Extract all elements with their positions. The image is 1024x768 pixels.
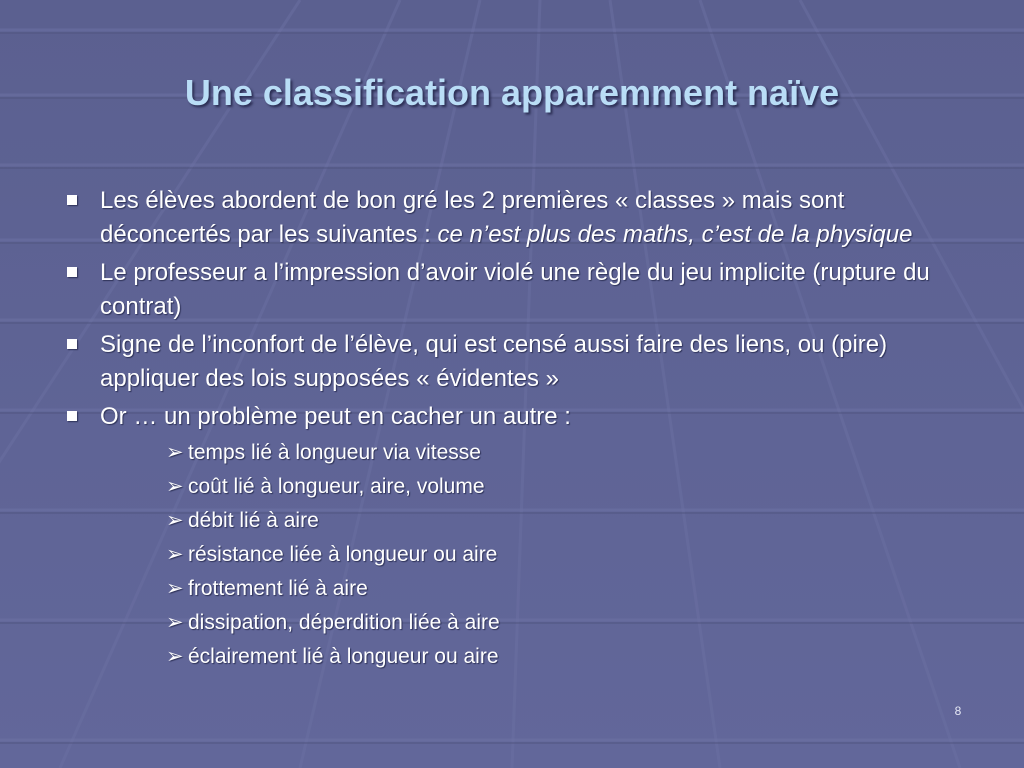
bullet-text: Les élèves abordent de bon gré les 2 premières « classes » mais sont déconcertés par les suivantes : — [100, 187, 845, 248]
arrowhead-bullet-icon: ➢ — [166, 577, 184, 600]
bullet-text: Or … un problème peut en cacher un autre : — [100, 403, 571, 430]
bullet-item — [64, 256, 974, 324]
arrowhead-bullet-icon: ➢ — [166, 441, 184, 464]
sub-item-text: résistance liée à longueur ou aire — [188, 543, 498, 566]
square-bullet-icon — [67, 339, 77, 349]
sub-list-item — [166, 438, 974, 468]
square-bullet-icon — [67, 195, 77, 205]
sub-item-text: dissipation, déperdition liée à aire — [188, 611, 500, 634]
arrowhead-bullet-icon: ➢ — [166, 543, 184, 566]
sub-item-text: temps lié à longueur via vitesse — [188, 441, 481, 464]
page-number: 8 — [954, 704, 962, 718]
bullet-item — [64, 400, 974, 434]
sub-item-text: éclairement lié à longueur ou aire — [188, 645, 499, 668]
square-bullet-icon — [67, 267, 77, 277]
sub-list-item — [166, 506, 974, 536]
arrowhead-bullet-icon: ➢ — [166, 475, 184, 498]
bullet-item — [64, 184, 974, 252]
sub-item-text: frottement lié à aire — [188, 577, 368, 600]
slide-title: Une classification apparemment naïve — [184, 72, 840, 113]
bullet-item — [64, 328, 974, 396]
sub-list-item — [166, 608, 974, 638]
bullet-text-italic: ce n’est plus des maths, c’est de la physique — [437, 221, 913, 248]
sub-list-item — [166, 472, 974, 502]
sub-item-text: coût lié à longueur, aire, volume — [188, 475, 485, 498]
arrowhead-bullet-icon: ➢ — [166, 645, 184, 668]
square-bullet-icon — [67, 411, 77, 421]
sub-list-item — [166, 574, 974, 604]
sub-list-item — [166, 642, 974, 672]
bullet-text: Signe de l’inconfort de l’élève, qui est censé aussi faire des liens, ou (pire) appliquer des lois supposées « évidentes » — [100, 331, 888, 392]
bullet-text: Le professeur a l’impression d’avoir violé une règle du jeu implicite (rupture du contrat) — [100, 259, 930, 320]
arrowhead-bullet-icon: ➢ — [166, 611, 184, 634]
sub-item-text: débit lié à aire — [188, 509, 319, 532]
sub-list-item — [166, 540, 974, 570]
slide-content — [64, 184, 974, 676]
arrowhead-bullet-icon: ➢ — [166, 509, 184, 532]
